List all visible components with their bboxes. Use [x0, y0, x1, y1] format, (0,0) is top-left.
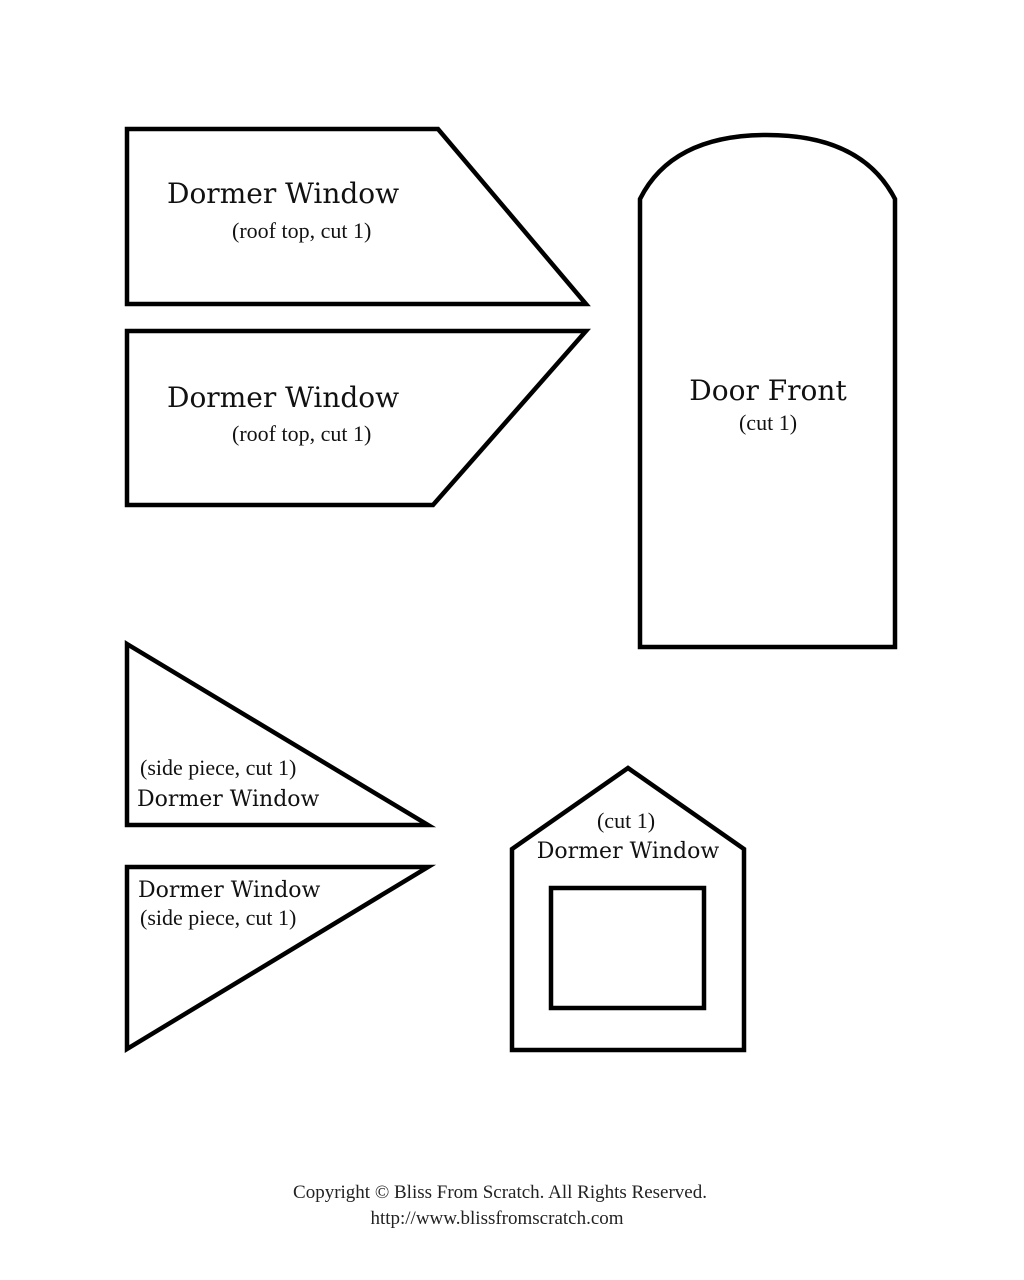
footer-copyright: Copyright © Bliss From Scratch. All Rights Reserved.: [293, 1182, 707, 1203]
side-piece-2-subtitle: (side piece, cut 1): [140, 905, 297, 930]
side-piece-1: [127, 644, 428, 825]
door-front-title: Door Front: [689, 374, 847, 407]
roof-top-piece-2: [127, 331, 586, 505]
footer-url: http://www.blissfromscratch.com: [370, 1208, 624, 1229]
roof-top-piece-2-outline: [127, 331, 586, 505]
door-front-piece: [640, 135, 895, 647]
side-piece-1-subtitle: (side piece, cut 1): [140, 755, 297, 780]
roof-top-piece-1-title: Dormer Window: [167, 177, 400, 210]
side-piece-1-title: Dormer Window: [137, 787, 320, 812]
roof-top-piece-1-outline: [127, 129, 586, 304]
door-front-subtitle: (cut 1): [738, 410, 798, 435]
dormer-front-piece: [512, 768, 744, 1050]
side-piece-2-title: Dormer Window: [138, 878, 321, 903]
roof-top-piece-1-subtitle: (roof top, cut 1): [232, 218, 372, 243]
dormer-window-cutout: [551, 888, 704, 1008]
roof-top-piece-2-subtitle: (roof top, cut 1): [232, 421, 372, 446]
side-piece-2: [127, 867, 428, 1049]
roof-top-piece-2-title: Dormer Window: [167, 381, 400, 414]
roof-top-piece-1: [127, 129, 586, 304]
dormer-front-subtitle: (cut 1): [596, 808, 656, 833]
footer: [293, 1182, 707, 1229]
dormer-front-title: Dormer Window: [536, 839, 720, 864]
